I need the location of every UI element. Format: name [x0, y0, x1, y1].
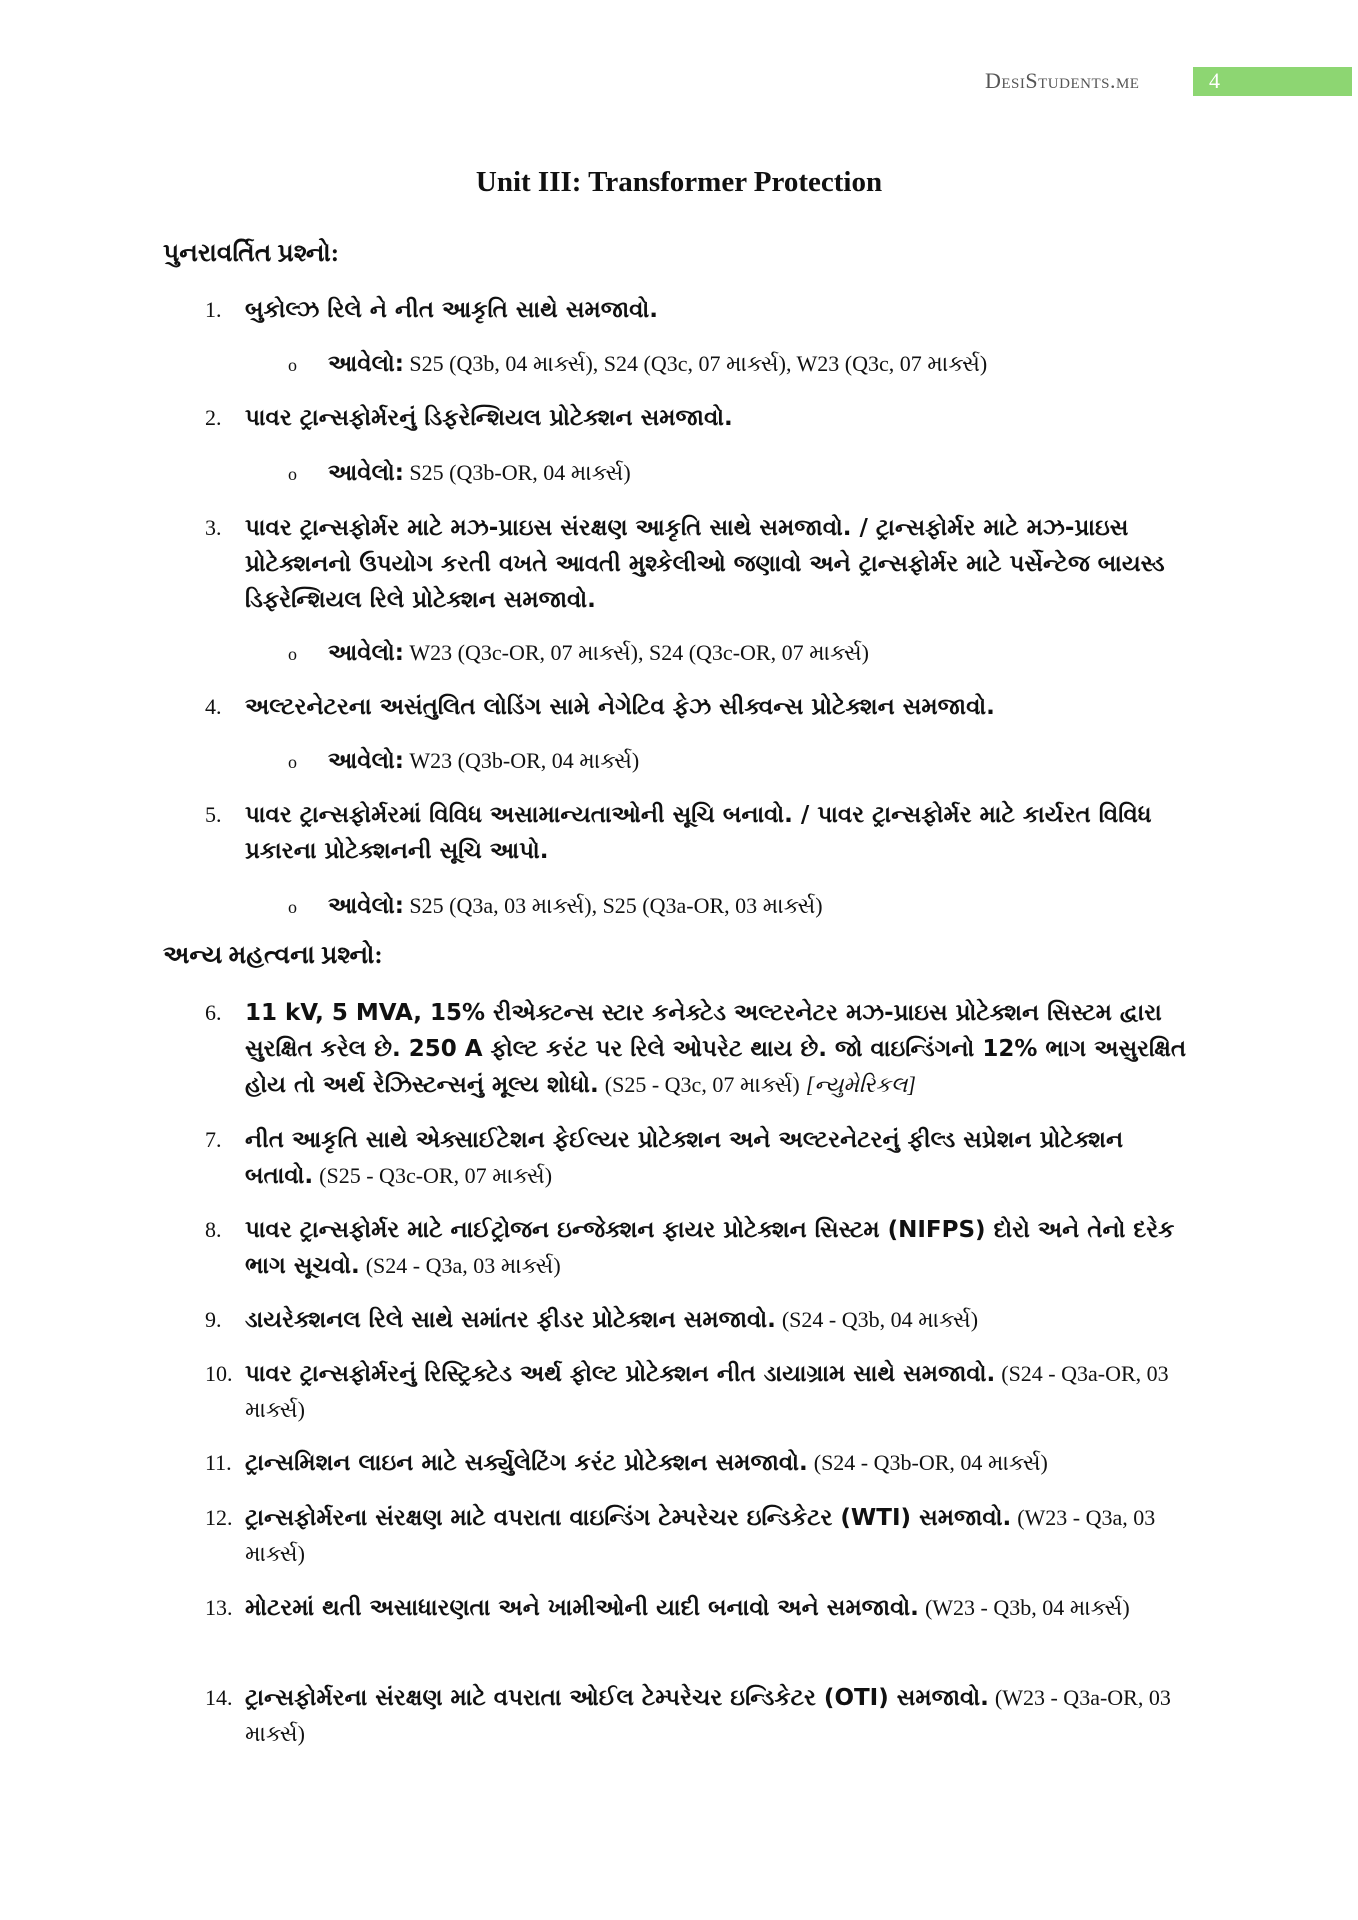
- question-text: પાવર ટ્રાન્સફોર્મર માટે નાઈટ્રોજન ઇન્જેક્શન ફાયર પ્રોટેક્શન સિસ્ટમ (NIFPS) દોરો અને તેનો દરેક ભાગ સૂચવો.: [245, 1217, 1175, 1279]
- asked-refs: S25 (Q3a, 03 માર્ક્સ), S25 (Q3a-OR, 03 માર્ક્સ): [409, 893, 823, 918]
- question-ref: (S25 - Q3c, 07 માર્ક્સ): [604, 1072, 800, 1097]
- asked-in: [288, 635, 869, 672]
- question-ref: (S24 - Q3a-OR, 03 માર્ક્સ): [245, 1361, 1169, 1422]
- question-text: પાવર ટ્રાન્સફોર્મરનું રિસ્ટ્રિક્ટેડ અર્થ ફોલ્ટ પ્રોટેક્શન નીત ડાયાગ્રામ સાથે સમજાવો.: [245, 1361, 996, 1387]
- site-name: DesiStudents.me: [985, 68, 1140, 93]
- asked-in: [288, 743, 639, 780]
- question-ref: (S25 - Q3c-OR, 07 માર્ક્સ): [319, 1163, 553, 1188]
- question-item: [205, 400, 1195, 436]
- bullet-icon: o: [288, 644, 297, 664]
- question-number: 10.: [205, 1361, 233, 1386]
- bullet-icon: o: [288, 355, 297, 375]
- question-item: [205, 1680, 1195, 1752]
- asked-label: આવેલો:: [328, 748, 404, 774]
- question-item: [205, 1500, 1195, 1572]
- question-ref: (W23 - Q3b, 04 માર્ક્સ): [924, 1595, 1130, 1620]
- asked-label: આવેલો:: [328, 893, 404, 919]
- asked-refs: W23 (Q3b-OR, 04 માર્ક્સ): [409, 748, 640, 773]
- asked-label: આવેલો:: [328, 640, 404, 666]
- question-number: 7.: [205, 1127, 222, 1152]
- question-number: 6.: [205, 1000, 222, 1025]
- bullet-icon: o: [288, 464, 297, 484]
- asked-refs: S25 (Q3b, 04 માર્ક્સ), S24 (Q3c, 07 માર્ક્સ), W23 (Q3c, 07 માર્ક્સ): [409, 351, 988, 376]
- asked-refs: S25 (Q3b-OR, 04 માર્ક્સ): [409, 460, 631, 485]
- asked-refs: W23 (Q3c-OR, 07 માર્ક્સ), S24 (Q3c-OR, 07 માર્ક્સ): [409, 640, 870, 665]
- question-number: 11.: [205, 1450, 232, 1475]
- question-number: 5.: [205, 802, 222, 827]
- question-item: [205, 797, 1195, 869]
- question-item: [205, 1590, 1195, 1626]
- question-item: [205, 1302, 1195, 1338]
- question-text: પાવર ટ્રાન્સફોર્મરમાં વિવિધ અસામાન્યતાઓની સૂચિ બનાવો. / પાવર ટ્રાન્સફોર્મર માટે કાર્યરત વિવિધ પ્રકારના પ્રોટેક્શનની સૂચિ આપો.: [245, 802, 1152, 864]
- page-number: 4: [1209, 68, 1220, 93]
- question-item: [205, 689, 1195, 725]
- page-title: Unit III: Transformer Protection: [475, 166, 883, 198]
- question-text: 11 kV, 5 MVA, 15% રીએક્ટન્સ સ્ટાર કનેક્ટેડ અલ્ટરનેટર મઝ-પ્રાઇસ પ્રોટેક્શન સિસ્ટમ દ્વારા સુરક્ષિત કરેલ છે. 250 A ફોલ્ટ કરંટ પર રિલે ઓપરેટ થાય છે. જો વાઇન્ડિંગનો 12% ભાગ અસુરક્ષિત હોય તો અર્થ રેઝિસ્ટન્સનું મૂલ્ય શોધો.: [245, 1000, 1187, 1098]
- question-text: મોટરમાં થતી અસાધારણતા અને ખામીઓની યાદી બનાવો અને સમજાવો.: [245, 1595, 919, 1621]
- bullet-icon: o: [288, 897, 297, 917]
- asked-in: [288, 346, 987, 383]
- section-heading-repeated: પુનરાવર્તિત પ્રશ્નો:: [163, 240, 340, 267]
- question-text: બુકોલ્ઝ રિલે ને નીત આકૃતિ સાથે સમજાવો.: [245, 297, 658, 323]
- asked-in: [288, 888, 823, 925]
- section-heading-other: અન્ય મહત્વના પ્રશ્નો:: [163, 942, 383, 969]
- question-item: [205, 1356, 1195, 1428]
- question-number: 1.: [205, 297, 222, 322]
- question-text: પાવર ટ્રાન્સફોર્મરનું ડિફરેન્શિયલ પ્રોટેક્શન સમજાવો.: [245, 405, 733, 431]
- question-ref: (W23 - Q3a-OR, 03 માર્ક્સ): [245, 1685, 1171, 1746]
- question-item: [205, 1212, 1195, 1284]
- question-number: 13.: [205, 1595, 233, 1620]
- question-item: [205, 292, 1195, 328]
- question-number: 4.: [205, 694, 222, 719]
- asked-in: [288, 455, 631, 492]
- question-text: ટ્રાન્સફોર્મરના સંરક્ષણ માટે વપરાતા ઓઈલ ટેમ્પરેચર ઇન્ડિકેટર (OTI) સમજાવો.: [245, 1685, 989, 1711]
- question-text: ટ્રાન્સમિશન લાઇન માટે સર્ક્યુલેટિંગ કરંટ પ્રોટેક્શન સમજાવો.: [245, 1450, 808, 1476]
- question-text: અલ્ટરનેટરના અસંતુલિત લોડિંગ સામે નેગેટિવ ફેઝ સીક્વન્સ પ્રોટેક્શન સમજાવો.: [245, 694, 995, 720]
- question-ref: (W23 - Q3a, 03 માર્ક્સ): [245, 1505, 1156, 1566]
- question-ref: (S24 - Q3a, 03 માર્ક્સ): [365, 1253, 561, 1278]
- question-number: 12.: [205, 1505, 233, 1530]
- question-item: [205, 1122, 1195, 1194]
- question-number: 14.: [205, 1685, 233, 1710]
- question-ref: (S24 - Q3b, 04 માર્ક્સ): [781, 1307, 979, 1332]
- asked-label: આવેલો:: [328, 351, 404, 377]
- question-item: [205, 510, 1195, 618]
- page-number-box: [1193, 67, 1352, 96]
- question-text: ટ્રાન્સફોર્મરના સંરક્ષણ માટે વપરાતા વાઇન્ડિંગ ટેમ્પરેચર ઇન્ડિકેટર (WTI) સમજાવો.: [245, 1505, 1012, 1531]
- question-note: [ન્યુમેરિકલ]: [805, 1072, 916, 1097]
- question-number: 9.: [205, 1307, 222, 1332]
- question-item: [205, 1445, 1195, 1481]
- bullet-icon: o: [288, 752, 297, 772]
- question-text: પાવર ટ્રાન્સફોર્મર માટે મઝ-પ્રાઇસ સંરક્ષણ આકૃતિ સાથે સમજાવો. / ટ્રાન્સફોર્મર માટે મઝ-પ્રાઇસ પ્રોટેક્શનનો ઉપયોગ કરતી વખતે આવતી મુશ્કેલીઓ જણાવો અને ટ્રાન્સફોર્મર માટે પર્સેન્ટેજ બાયસ્ડ ડિફરેન્શિયલ રિલે પ્રોટેક્શન સમજાવો.: [245, 515, 1165, 613]
- question-number: 8.: [205, 1217, 222, 1242]
- question-number: 3.: [205, 515, 222, 540]
- question-item: [205, 995, 1195, 1103]
- asked-label: આવેલો:: [328, 460, 404, 486]
- question-ref: (S24 - Q3b-OR, 04 માર્ક્સ): [813, 1450, 1048, 1475]
- question-text: નીત આકૃતિ સાથે એક્સાઈટેશન ફેઈલ્યર પ્રોટેક્શન અને અલ્ટરનેટરનું ફીલ્ડ સપ્રેશન પ્રોટેક્શન બતાવો.: [245, 1127, 1124, 1189]
- question-text: ડાયરેક્શનલ રિલે સાથે સમાંતર ફીડર પ્રોટેક્શન સમજાવો.: [245, 1307, 776, 1333]
- question-number: 2.: [205, 405, 222, 430]
